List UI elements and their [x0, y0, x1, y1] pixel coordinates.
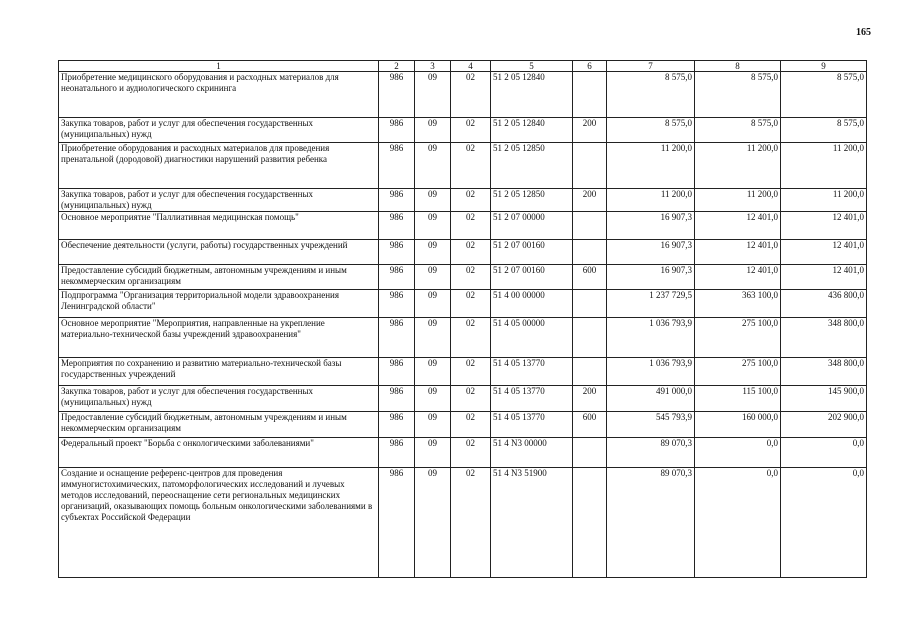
header-cell: 2 [379, 61, 415, 72]
ministry-code: 986 [379, 240, 415, 265]
ministry-code: 986 [379, 386, 415, 412]
amount-col-8: 363 100,0 [695, 290, 781, 318]
amount-col-7: 491 000,0 [607, 386, 695, 412]
target-article-code: 51 4 05 13770 [491, 358, 573, 386]
amount-col-8: 275 100,0 [695, 318, 781, 358]
table-row [59, 212, 867, 240]
row-description: Закупка товаров, работ и услуг для обеспечения государственных (муниципальных) нужд [59, 118, 379, 143]
section-code: 09 [415, 212, 451, 240]
target-article-code: 51 2 07 00000 [491, 212, 573, 240]
expense-type-code [573, 212, 607, 240]
target-article-code: 51 2 05 12840 [491, 118, 573, 143]
ministry-code: 986 [379, 290, 415, 318]
subsection-code: 02 [451, 265, 491, 290]
table-row [59, 468, 867, 578]
amount-col-7: 16 907,3 [607, 265, 695, 290]
amount-col-8: 115 100,0 [695, 386, 781, 412]
amount-col-8: 11 200,0 [695, 189, 781, 212]
header-cell: 1 [59, 61, 379, 72]
amount-col-9: 0,0 [781, 438, 867, 468]
subsection-code: 02 [451, 438, 491, 468]
amount-col-7: 89 070,3 [607, 468, 695, 578]
expense-type-code: 600 [573, 265, 607, 290]
ministry-code: 986 [379, 438, 415, 468]
amount-col-7: 1 237 729,5 [607, 290, 695, 318]
section-code: 09 [415, 358, 451, 386]
ministry-code: 986 [379, 468, 415, 578]
section-code: 09 [415, 240, 451, 265]
section-code: 09 [415, 189, 451, 212]
row-description: Обеспечение деятельности (услуги, работы) государственных учреждений [59, 240, 379, 265]
target-article-code: 51 2 05 12850 [491, 143, 573, 189]
table-row [59, 240, 867, 265]
row-description: Основное мероприятие "Паллиативная медицинская помощь" [59, 212, 379, 240]
target-article-code: 51 4 05 00000 [491, 318, 573, 358]
amount-col-7: 8 575,0 [607, 72, 695, 118]
expense-type-code [573, 318, 607, 358]
expense-type-code [573, 358, 607, 386]
row-description: Федеральный проект "Борьба с онкологическими заболеваниями" [59, 438, 379, 468]
ministry-code: 986 [379, 358, 415, 386]
amount-col-8: 8 575,0 [695, 118, 781, 143]
amount-col-8: 275 100,0 [695, 358, 781, 386]
row-description: Закупка товаров, работ и услуг для обеспечения государственных (муниципальных) нужд [59, 386, 379, 412]
table-row [59, 265, 867, 290]
subsection-code: 02 [451, 412, 491, 438]
ministry-code: 986 [379, 318, 415, 358]
subsection-code: 02 [451, 212, 491, 240]
table-row [59, 143, 867, 189]
amount-col-9: 436 800,0 [781, 290, 867, 318]
expense-type-code: 200 [573, 189, 607, 212]
row-description: Предоставление субсидий бюджетным, автономным учреждениям и иным некоммерческим организациям [59, 265, 379, 290]
table-row [59, 386, 867, 412]
amount-col-9: 12 401,0 [781, 240, 867, 265]
table-row [59, 189, 867, 212]
amount-col-9: 12 401,0 [781, 265, 867, 290]
subsection-code: 02 [451, 358, 491, 386]
table-row [59, 118, 867, 143]
header-row [59, 61, 867, 72]
ministry-code: 986 [379, 265, 415, 290]
row-description: Создание и оснащение референс-центров для проведения иммуногистохимических, патоморфологических исследований и лучевых методов исследований, переоснащение сети региональных медицинских организаций, оказывающих помощь больным онкологическими заболеваниями в субъектах Российской Федерации [59, 468, 379, 578]
amount-col-8: 12 401,0 [695, 265, 781, 290]
amount-col-9: 11 200,0 [781, 189, 867, 212]
row-description: Подпрограмма "Организация территориальной модели здравоохранения Ленинградской области" [59, 290, 379, 318]
header-cell: 5 [491, 61, 573, 72]
target-article-code: 51 4 N3 51900 [491, 468, 573, 578]
expense-type-code: 600 [573, 412, 607, 438]
ministry-code: 986 [379, 143, 415, 189]
amount-col-7: 11 200,0 [607, 143, 695, 189]
header-cell: 4 [451, 61, 491, 72]
amount-col-9: 348 800,0 [781, 358, 867, 386]
amount-col-9: 0,0 [781, 468, 867, 578]
expense-type-code [573, 468, 607, 578]
budget-table [58, 60, 867, 578]
subsection-code: 02 [451, 290, 491, 318]
amount-col-8: 0,0 [695, 468, 781, 578]
table-row [59, 412, 867, 438]
expense-type-code [573, 290, 607, 318]
amount-col-7: 16 907,3 [607, 240, 695, 265]
amount-col-7: 1 036 793,9 [607, 358, 695, 386]
table-row [59, 318, 867, 358]
ministry-code: 986 [379, 118, 415, 143]
expense-type-code [573, 143, 607, 189]
target-article-code: 51 4 00 00000 [491, 290, 573, 318]
expense-type-code [573, 438, 607, 468]
page-number: 165 [856, 27, 871, 38]
section-code: 09 [415, 118, 451, 143]
subsection-code: 02 [451, 189, 491, 212]
amount-col-8: 0,0 [695, 438, 781, 468]
section-code: 09 [415, 318, 451, 358]
target-article-code: 51 4 N3 00000 [491, 438, 573, 468]
amount-col-7: 89 070,3 [607, 438, 695, 468]
table-row [59, 358, 867, 386]
ministry-code: 986 [379, 189, 415, 212]
amount-col-9: 12 401,0 [781, 212, 867, 240]
amount-col-7: 8 575,0 [607, 118, 695, 143]
amount-col-9: 202 900,0 [781, 412, 867, 438]
header-cell: 9 [781, 61, 867, 72]
target-article-code: 51 2 05 12840 [491, 72, 573, 118]
ministry-code: 986 [379, 212, 415, 240]
row-description: Приобретение оборудования и расходных материалов для проведения пренатальной (дородовой) диагностики нарушений развития ребенка [59, 143, 379, 189]
amount-col-9: 11 200,0 [781, 143, 867, 189]
header-cell: 8 [695, 61, 781, 72]
amount-col-8: 8 575,0 [695, 72, 781, 118]
amount-col-9: 8 575,0 [781, 72, 867, 118]
row-description: Приобретение медицинского оборудования и расходных материалов для неонатального и аудиологического скрининга [59, 72, 379, 118]
subsection-code: 02 [451, 143, 491, 189]
expense-type-code: 200 [573, 118, 607, 143]
subsection-code: 02 [451, 240, 491, 265]
amount-col-9: 348 800,0 [781, 318, 867, 358]
section-code: 09 [415, 412, 451, 438]
subsection-code: 02 [451, 72, 491, 118]
section-code: 09 [415, 438, 451, 468]
section-code: 09 [415, 468, 451, 578]
target-article-code: 51 2 05 12850 [491, 189, 573, 212]
header-cell: 6 [573, 61, 607, 72]
amount-col-7: 1 036 793,9 [607, 318, 695, 358]
section-code: 09 [415, 386, 451, 412]
section-code: 09 [415, 290, 451, 318]
header-cell: 3 [415, 61, 451, 72]
table-row [59, 72, 867, 118]
table-row [59, 290, 867, 318]
target-article-code: 51 4 05 13770 [491, 412, 573, 438]
amount-col-7: 545 793,9 [607, 412, 695, 438]
expense-type-code: 200 [573, 386, 607, 412]
amount-col-8: 12 401,0 [695, 212, 781, 240]
section-code: 09 [415, 72, 451, 118]
expense-type-code [573, 240, 607, 265]
amount-col-8: 12 401,0 [695, 240, 781, 265]
subsection-code: 02 [451, 386, 491, 412]
section-code: 09 [415, 143, 451, 189]
header-cell: 7 [607, 61, 695, 72]
amount-col-9: 145 900,0 [781, 386, 867, 412]
subsection-code: 02 [451, 318, 491, 358]
subsection-code: 02 [451, 118, 491, 143]
row-description: Основное мероприятие "Мероприятия, направленные на укрепление материально-технической базы учреждений здравоохранения" [59, 318, 379, 358]
amount-col-7: 16 907,3 [607, 212, 695, 240]
amount-col-8: 11 200,0 [695, 143, 781, 189]
target-article-code: 51 2 07 00160 [491, 265, 573, 290]
amount-col-8: 160 000,0 [695, 412, 781, 438]
target-article-code: 51 2 07 00160 [491, 240, 573, 265]
ministry-code: 986 [379, 72, 415, 118]
amount-col-9: 8 575,0 [781, 118, 867, 143]
table-row [59, 438, 867, 468]
ministry-code: 986 [379, 412, 415, 438]
subsection-code: 02 [451, 468, 491, 578]
section-code: 09 [415, 265, 451, 290]
amount-col-7: 11 200,0 [607, 189, 695, 212]
row-description: Предоставление субсидий бюджетным, автономным учреждениям и иным некоммерческим организациям [59, 412, 379, 438]
row-description: Мероприятия по сохранению и развитию материально-технической базы государственных учреждений [59, 358, 379, 386]
expense-type-code [573, 72, 607, 118]
row-description: Закупка товаров, работ и услуг для обеспечения государственных (муниципальных) нужд [59, 189, 379, 212]
target-article-code: 51 4 05 13770 [491, 386, 573, 412]
